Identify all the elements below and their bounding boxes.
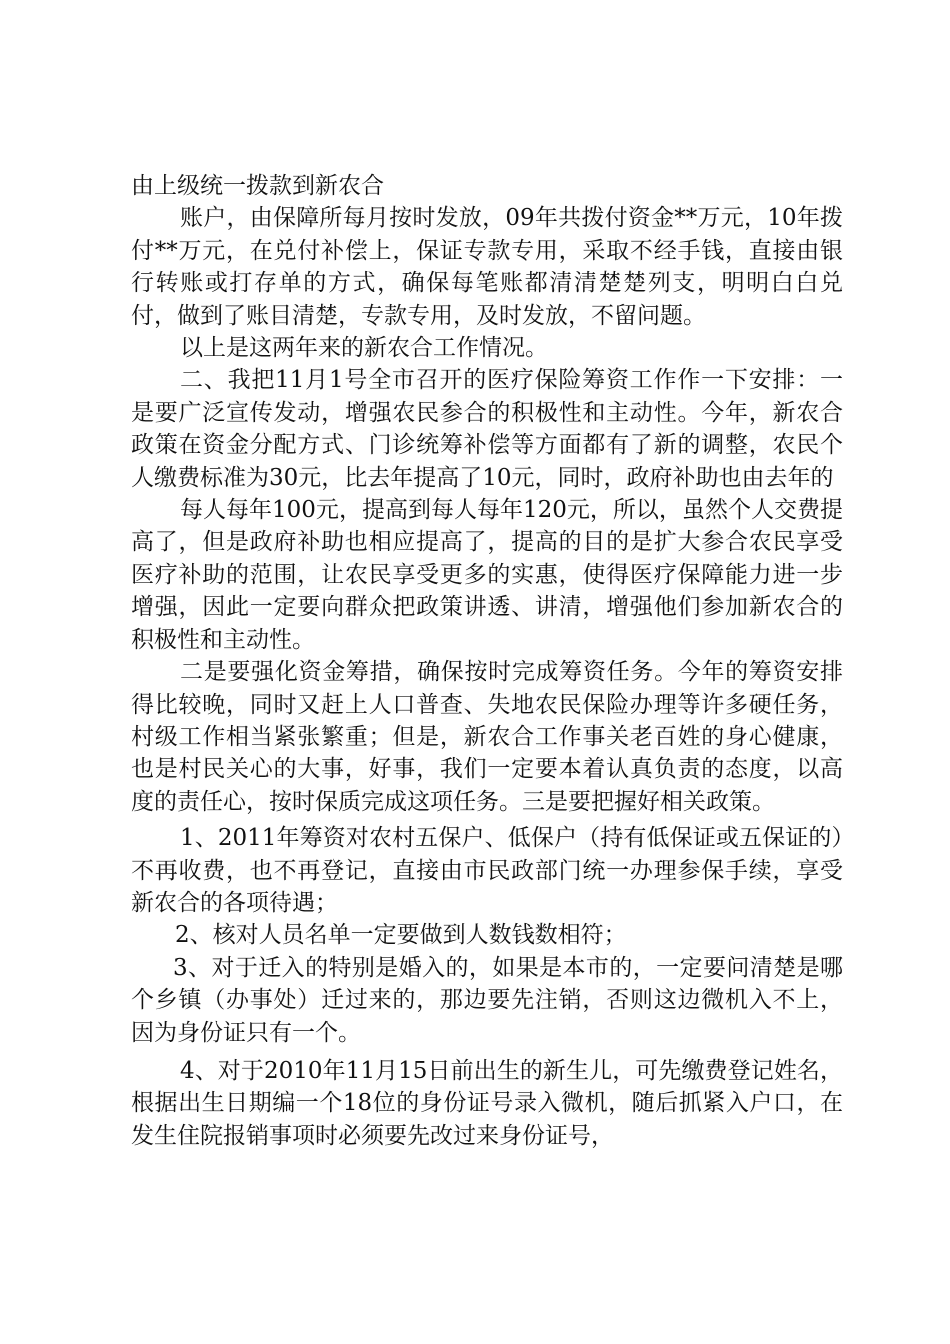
- paragraph: 4、对于2010年11月15日前出生的新生儿，可先缴费登记姓名，根据出生日期编一个18位的身份证号录入微机，随后抓紧入户口，在发生住院报销事项时必须要先改过来身份证号，: [131, 1057, 843, 1149]
- paragraph: 由上级统一拨款到新农合: [131, 173, 384, 199]
- paragraph: 2、核对人员名单一定要做到人数钱数相符；: [175, 922, 627, 949]
- paragraph: 3、对于迁入的特别是婚入的，如果是本市的，一定要问清楚是哪个乡镇（办事处）迁过来的，那边要先注销，否则这边微机入不上，因为身份证只有一个。: [131, 954, 843, 1046]
- paragraph: 二、我把11月1号全市召开的医疗保险筹资工作作一下安排：一是要广泛宣传发动，增强农民参合的积极性和主动性。今年，新农合政策在资金分配方式、门诊统筹补偿等方面都有了新的调整，农民个人缴费标准为30元，比去年提高了10元，同时，政府补助也由去年的: [131, 367, 843, 491]
- paragraph: 账户，由保障所每月按时发放，09年共拨付资金**万元，10年拨付**万元，在兑付补偿上，保证专款专用，采取不经手钱，直接由银行转账或打存单的方式，确保每笔账都清清楚楚列支，明明白白兑付，做到了账目清楚，专款专用，及时发放，不留问题。: [131, 205, 843, 329]
- paragraph: 以上是这两年来的新农合工作情况。: [180, 335, 548, 362]
- paragraph: 二是要强化资金筹措，确保按时完成筹资任务。今年的筹资安排得比较晚，同时又赶上人口普查、失地农民保险办理等许多硬任务，村级工作相当紧张繁重；但是，新农合工作事关老百姓的身心健康，也是村民关心的大事，好事，我们一定要本着认真负责的态度，以高度的责任心，按时保质完成这项任务。三是要把握好相关政策。: [131, 659, 843, 815]
- document-body: [131, 170, 843, 1152]
- paragraph: 每人每年100元，提高到每人每年120元，所以，虽然个人交费提高了，但是政府补助也相应提高了，提高的目的是扩大参合农民享受医疗补助的范围，让农民享受更多的实惠，使得医疗保障能力进一步增强，因此一定要向群众把政策讲透、讲清，增强他们参加新农合的积极性和主动性。: [131, 497, 843, 653]
- paragraph: 1、2011年筹资对农村五保户、低保户（持有低保证或五保证的）不再收费，也不再登记，直接由市民政部门统一办理参保手续，享受新农合的各项待遇；: [131, 825, 843, 916]
